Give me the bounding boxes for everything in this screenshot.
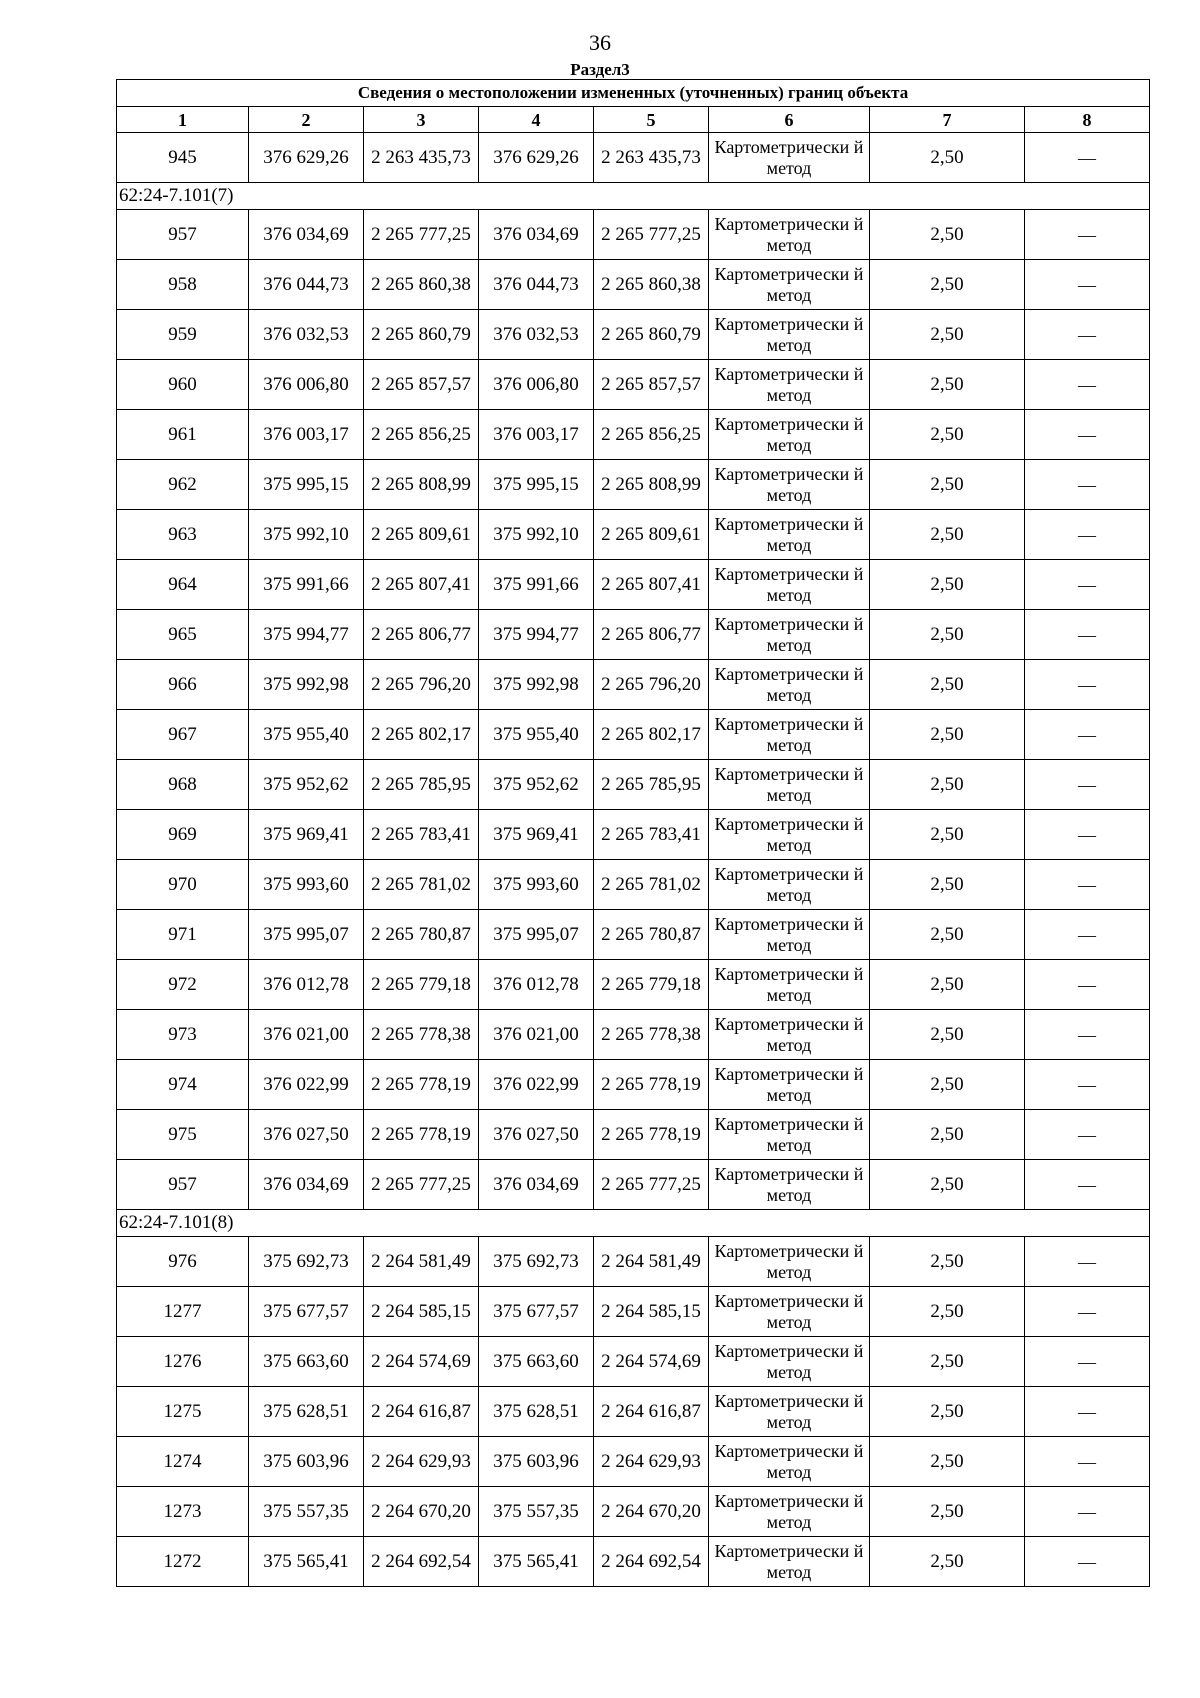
y-new-cell: 2 264 670,20 bbox=[594, 1487, 709, 1537]
method-cell: Картометрически й метод bbox=[709, 860, 870, 910]
point-number-cell: 972 bbox=[117, 960, 249, 1010]
y-old-cell: 2 264 670,20 bbox=[364, 1487, 479, 1537]
accuracy-cell: 2,50 bbox=[870, 460, 1025, 510]
note-cell: — bbox=[1025, 860, 1150, 910]
column-header: 5 bbox=[594, 107, 709, 133]
y-old-cell: 2 265 779,18 bbox=[364, 960, 479, 1010]
column-header: 2 bbox=[249, 107, 364, 133]
x-old-cell: 375 994,77 bbox=[249, 610, 364, 660]
x-old-cell: 376 006,80 bbox=[249, 360, 364, 410]
accuracy-cell: 2,50 bbox=[870, 310, 1025, 360]
table-row bbox=[117, 360, 1150, 410]
table-caption: Сведения о местоположении измененных (уточненных) границ объекта bbox=[117, 80, 1150, 107]
y-old-cell: 2 265 777,25 bbox=[364, 210, 479, 260]
method-cell: Картометрически й метод bbox=[709, 1337, 870, 1387]
point-number-cell: 970 bbox=[117, 860, 249, 910]
x-old-cell: 376 032,53 bbox=[249, 310, 364, 360]
point-number-cell: 967 bbox=[117, 710, 249, 760]
y-old-cell: 2 264 581,49 bbox=[364, 1237, 479, 1287]
point-number-cell: 971 bbox=[117, 910, 249, 960]
y-old-cell: 2 265 808,99 bbox=[364, 460, 479, 510]
accuracy-cell: 2,50 bbox=[870, 910, 1025, 960]
point-number-cell: 965 bbox=[117, 610, 249, 660]
method-cell: Картометрически й метод bbox=[709, 960, 870, 1010]
x-old-cell: 375 995,07 bbox=[249, 910, 364, 960]
method-cell: Картометрически й метод bbox=[709, 133, 870, 183]
method-cell: Картометрически й метод bbox=[709, 260, 870, 310]
x-old-cell: 376 034,69 bbox=[249, 1160, 364, 1210]
y-old-cell: 2 265 806,77 bbox=[364, 610, 479, 660]
note-cell: — bbox=[1025, 710, 1150, 760]
point-number-cell: 958 bbox=[117, 260, 249, 310]
y-new-cell: 2 263 435,73 bbox=[594, 133, 709, 183]
x-old-cell: 375 628,51 bbox=[249, 1387, 364, 1437]
accuracy-cell: 2,50 bbox=[870, 1160, 1025, 1210]
x-old-cell: 376 034,69 bbox=[249, 210, 364, 260]
point-number-cell: 1274 bbox=[117, 1437, 249, 1487]
y-new-cell: 2 264 629,93 bbox=[594, 1437, 709, 1487]
y-old-cell: 2 265 856,25 bbox=[364, 410, 479, 460]
column-header: 7 bbox=[870, 107, 1025, 133]
x-old-cell: 375 969,41 bbox=[249, 810, 364, 860]
method-cell: Картометрически й метод bbox=[709, 1110, 870, 1160]
point-number-cell: 975 bbox=[117, 1110, 249, 1160]
note-cell: — bbox=[1025, 1010, 1150, 1060]
point-number-cell: 1277 bbox=[117, 1287, 249, 1337]
table-row bbox=[117, 710, 1150, 760]
y-new-cell: 2 264 585,15 bbox=[594, 1287, 709, 1337]
y-old-cell: 2 265 778,19 bbox=[364, 1110, 479, 1160]
y-new-cell: 2 265 777,25 bbox=[594, 1160, 709, 1210]
x-old-cell: 375 995,15 bbox=[249, 460, 364, 510]
method-cell: Картометрически й метод bbox=[709, 1237, 870, 1287]
column-header: 4 bbox=[479, 107, 594, 133]
y-new-cell: 2 264 581,49 bbox=[594, 1237, 709, 1287]
table-row bbox=[117, 760, 1150, 810]
x-new-cell: 376 003,17 bbox=[479, 410, 594, 460]
y-new-cell: 2 265 778,19 bbox=[594, 1060, 709, 1110]
point-number-cell: 976 bbox=[117, 1237, 249, 1287]
method-cell: Картометрически й метод bbox=[709, 710, 870, 760]
column-header: 1 bbox=[117, 107, 249, 133]
table-row bbox=[117, 510, 1150, 560]
group-row bbox=[117, 1210, 1150, 1237]
method-cell: Картометрически й метод bbox=[709, 760, 870, 810]
point-number-cell: 1275 bbox=[117, 1387, 249, 1437]
point-number-cell: 957 bbox=[117, 210, 249, 260]
y-new-cell: 2 265 802,17 bbox=[594, 710, 709, 760]
method-cell: Картометрически й метод bbox=[709, 1487, 870, 1537]
y-old-cell: 2 265 778,19 bbox=[364, 1060, 479, 1110]
note-cell: — bbox=[1025, 660, 1150, 710]
x-new-cell: 376 032,53 bbox=[479, 310, 594, 360]
x-old-cell: 375 992,98 bbox=[249, 660, 364, 710]
method-cell: Картометрически й метод bbox=[709, 1160, 870, 1210]
x-new-cell: 375 993,60 bbox=[479, 860, 594, 910]
note-cell: — bbox=[1025, 1287, 1150, 1337]
method-cell: Картометрически й метод bbox=[709, 1287, 870, 1337]
note-cell: — bbox=[1025, 260, 1150, 310]
note-cell: — bbox=[1025, 960, 1150, 1010]
accuracy-cell: 2,50 bbox=[870, 1110, 1025, 1160]
x-old-cell: 376 021,00 bbox=[249, 1010, 364, 1060]
y-old-cell: 2 264 616,87 bbox=[364, 1387, 479, 1437]
accuracy-cell: 2,50 bbox=[870, 510, 1025, 560]
note-cell: — bbox=[1025, 1160, 1150, 1210]
table-row bbox=[117, 133, 1150, 183]
table-row bbox=[117, 1060, 1150, 1110]
y-old-cell: 2 265 802,17 bbox=[364, 710, 479, 760]
x-old-cell: 376 027,50 bbox=[249, 1110, 364, 1160]
y-old-cell: 2 264 629,93 bbox=[364, 1437, 479, 1487]
x-new-cell: 376 027,50 bbox=[479, 1110, 594, 1160]
point-number-cell: 969 bbox=[117, 810, 249, 860]
note-cell: — bbox=[1025, 460, 1150, 510]
accuracy-cell: 2,50 bbox=[870, 710, 1025, 760]
x-new-cell: 375 994,77 bbox=[479, 610, 594, 660]
x-old-cell: 375 993,60 bbox=[249, 860, 364, 910]
accuracy-cell: 2,50 bbox=[870, 1387, 1025, 1437]
accuracy-cell: 2,50 bbox=[870, 410, 1025, 460]
table-row bbox=[117, 1487, 1150, 1537]
method-cell: Картометрически й метод bbox=[709, 460, 870, 510]
point-number-cell: 957 bbox=[117, 1160, 249, 1210]
note-cell: — bbox=[1025, 810, 1150, 860]
point-number-cell: 1272 bbox=[117, 1537, 249, 1587]
y-new-cell: 2 265 785,95 bbox=[594, 760, 709, 810]
x-new-cell: 375 677,57 bbox=[479, 1287, 594, 1337]
x-old-cell: 375 692,73 bbox=[249, 1237, 364, 1287]
boundary-coordinates-table bbox=[116, 79, 1150, 1587]
y-old-cell: 2 265 860,38 bbox=[364, 260, 479, 310]
x-new-cell: 375 692,73 bbox=[479, 1237, 594, 1287]
method-cell: Картометрически й метод bbox=[709, 1537, 870, 1587]
point-number-cell: 1273 bbox=[117, 1487, 249, 1537]
note-cell: — bbox=[1025, 210, 1150, 260]
y-old-cell: 2 264 692,54 bbox=[364, 1537, 479, 1587]
y-new-cell: 2 265 806,77 bbox=[594, 610, 709, 660]
y-new-cell: 2 265 807,41 bbox=[594, 560, 709, 610]
point-number-cell: 964 bbox=[117, 560, 249, 610]
x-new-cell: 375 992,98 bbox=[479, 660, 594, 710]
x-old-cell: 375 557,35 bbox=[249, 1487, 364, 1537]
note-cell: — bbox=[1025, 1110, 1150, 1160]
x-new-cell: 375 628,51 bbox=[479, 1387, 594, 1437]
x-new-cell: 376 034,69 bbox=[479, 210, 594, 260]
note-cell: — bbox=[1025, 1237, 1150, 1287]
accuracy-cell: 2,50 bbox=[870, 1010, 1025, 1060]
y-old-cell: 2 264 574,69 bbox=[364, 1337, 479, 1387]
x-old-cell: 375 603,96 bbox=[249, 1437, 364, 1487]
note-cell: — bbox=[1025, 1487, 1150, 1537]
x-new-cell: 375 995,15 bbox=[479, 460, 594, 510]
x-new-cell: 375 995,07 bbox=[479, 910, 594, 960]
section-title: Раздел3 bbox=[570, 60, 630, 79]
x-old-cell: 375 565,41 bbox=[249, 1537, 364, 1587]
x-new-cell: 376 006,80 bbox=[479, 360, 594, 410]
y-old-cell: 2 265 777,25 bbox=[364, 1160, 479, 1210]
y-new-cell: 2 265 808,99 bbox=[594, 460, 709, 510]
x-new-cell: 375 991,66 bbox=[479, 560, 594, 610]
x-new-cell: 376 022,99 bbox=[479, 1060, 594, 1110]
y-new-cell: 2 265 809,61 bbox=[594, 510, 709, 560]
method-cell: Картометрически й метод bbox=[709, 410, 870, 460]
x-old-cell: 375 663,60 bbox=[249, 1337, 364, 1387]
x-old-cell: 376 044,73 bbox=[249, 260, 364, 310]
point-number-cell: 963 bbox=[117, 510, 249, 560]
table-row bbox=[117, 1160, 1150, 1210]
y-new-cell: 2 265 783,41 bbox=[594, 810, 709, 860]
method-cell: Картометрически й метод bbox=[709, 810, 870, 860]
note-cell: — bbox=[1025, 410, 1150, 460]
y-old-cell: 2 265 807,41 bbox=[364, 560, 479, 610]
x-new-cell: 376 044,73 bbox=[479, 260, 594, 310]
y-old-cell: 2 265 860,79 bbox=[364, 310, 479, 360]
accuracy-cell: 2,50 bbox=[870, 1537, 1025, 1587]
accuracy-cell: 2,50 bbox=[870, 760, 1025, 810]
group-label: 62:24-7.101(8) bbox=[117, 1210, 1150, 1237]
x-new-cell: 375 992,10 bbox=[479, 510, 594, 560]
table-row bbox=[117, 1537, 1150, 1587]
y-new-cell: 2 265 860,38 bbox=[594, 260, 709, 310]
y-old-cell: 2 265 809,61 bbox=[364, 510, 479, 560]
table-row bbox=[117, 960, 1150, 1010]
table-row bbox=[117, 260, 1150, 310]
x-new-cell: 375 955,40 bbox=[479, 710, 594, 760]
table-row bbox=[117, 460, 1150, 510]
y-old-cell: 2 263 435,73 bbox=[364, 133, 479, 183]
accuracy-cell: 2,50 bbox=[870, 560, 1025, 610]
x-old-cell: 376 022,99 bbox=[249, 1060, 364, 1110]
x-new-cell: 376 034,69 bbox=[479, 1160, 594, 1210]
y-new-cell: 2 264 692,54 bbox=[594, 1537, 709, 1587]
point-number-cell: 973 bbox=[117, 1010, 249, 1060]
y-old-cell: 2 265 778,38 bbox=[364, 1010, 479, 1060]
point-number-cell: 961 bbox=[117, 410, 249, 460]
point-number-cell: 945 bbox=[117, 133, 249, 183]
table-row bbox=[117, 210, 1150, 260]
note-cell: — bbox=[1025, 1387, 1150, 1437]
accuracy-cell: 2,50 bbox=[870, 210, 1025, 260]
table-row bbox=[117, 410, 1150, 460]
table-caption-row bbox=[117, 80, 1150, 107]
group-label: 62:24-7.101(7) bbox=[117, 183, 1150, 210]
note-cell: — bbox=[1025, 1060, 1150, 1110]
method-cell: Картометрически й метод bbox=[709, 360, 870, 410]
accuracy-cell: 2,50 bbox=[870, 1287, 1025, 1337]
note-cell: — bbox=[1025, 1337, 1150, 1387]
method-cell: Картометрически й метод bbox=[709, 560, 870, 610]
method-cell: Картометрически й метод bbox=[709, 1437, 870, 1487]
accuracy-cell: 2,50 bbox=[870, 610, 1025, 660]
table-row bbox=[117, 1437, 1150, 1487]
column-header: 6 bbox=[709, 107, 870, 133]
x-old-cell: 375 677,57 bbox=[249, 1287, 364, 1337]
x-old-cell: 376 012,78 bbox=[249, 960, 364, 1010]
method-cell: Картометрически й метод bbox=[709, 1010, 870, 1060]
accuracy-cell: 2,50 bbox=[870, 1487, 1025, 1537]
column-header: 8 bbox=[1025, 107, 1150, 133]
y-old-cell: 2 265 796,20 bbox=[364, 660, 479, 710]
accuracy-cell: 2,50 bbox=[870, 1060, 1025, 1110]
x-new-cell: 376 629,26 bbox=[479, 133, 594, 183]
y-new-cell: 2 265 796,20 bbox=[594, 660, 709, 710]
table-body bbox=[117, 80, 1150, 1587]
table-row bbox=[117, 910, 1150, 960]
table-row bbox=[117, 810, 1150, 860]
y-new-cell: 2 265 778,38 bbox=[594, 1010, 709, 1060]
note-cell: — bbox=[1025, 1437, 1150, 1487]
x-new-cell: 375 969,41 bbox=[479, 810, 594, 860]
table-row bbox=[117, 310, 1150, 360]
note-cell: — bbox=[1025, 560, 1150, 610]
method-cell: Картометрически й метод bbox=[709, 510, 870, 560]
x-new-cell: 376 021,00 bbox=[479, 1010, 594, 1060]
table-row bbox=[117, 1387, 1150, 1437]
y-new-cell: 2 265 860,79 bbox=[594, 310, 709, 360]
accuracy-cell: 2,50 bbox=[870, 133, 1025, 183]
accuracy-cell: 2,50 bbox=[870, 1337, 1025, 1387]
accuracy-cell: 2,50 bbox=[870, 810, 1025, 860]
x-new-cell: 375 663,60 bbox=[479, 1337, 594, 1387]
point-number-cell: 974 bbox=[117, 1060, 249, 1110]
y-new-cell: 2 265 779,18 bbox=[594, 960, 709, 1010]
table-row bbox=[117, 1010, 1150, 1060]
y-old-cell: 2 265 783,41 bbox=[364, 810, 479, 860]
note-cell: — bbox=[1025, 360, 1150, 410]
accuracy-cell: 2,50 bbox=[870, 860, 1025, 910]
y-new-cell: 2 265 778,19 bbox=[594, 1110, 709, 1160]
method-cell: Картометрически й метод bbox=[709, 1387, 870, 1437]
x-new-cell: 375 952,62 bbox=[479, 760, 594, 810]
x-new-cell: 376 012,78 bbox=[479, 960, 594, 1010]
x-new-cell: 375 603,96 bbox=[479, 1437, 594, 1487]
point-number-cell: 1276 bbox=[117, 1337, 249, 1387]
x-old-cell: 375 992,10 bbox=[249, 510, 364, 560]
y-new-cell: 2 265 781,02 bbox=[594, 860, 709, 910]
column-header: 3 bbox=[364, 107, 479, 133]
point-number-cell: 966 bbox=[117, 660, 249, 710]
table-row bbox=[117, 1110, 1150, 1160]
y-new-cell: 2 265 856,25 bbox=[594, 410, 709, 460]
group-row bbox=[117, 183, 1150, 210]
table-row bbox=[117, 660, 1150, 710]
x-old-cell: 376 003,17 bbox=[249, 410, 364, 460]
table-row bbox=[117, 610, 1150, 660]
accuracy-cell: 2,50 bbox=[870, 1237, 1025, 1287]
table-row bbox=[117, 1237, 1150, 1287]
method-cell: Картометрически й метод bbox=[709, 210, 870, 260]
note-cell: — bbox=[1025, 510, 1150, 560]
method-cell: Картометрически й метод bbox=[709, 660, 870, 710]
y-new-cell: 2 265 780,87 bbox=[594, 910, 709, 960]
note-cell: — bbox=[1025, 133, 1150, 183]
method-cell: Картометрически й метод bbox=[709, 610, 870, 660]
x-new-cell: 375 565,41 bbox=[479, 1537, 594, 1587]
x-old-cell: 375 991,66 bbox=[249, 560, 364, 610]
column-header-row bbox=[117, 107, 1150, 133]
accuracy-cell: 2,50 bbox=[870, 660, 1025, 710]
method-cell: Картометрически й метод bbox=[709, 910, 870, 960]
y-new-cell: 2 265 857,57 bbox=[594, 360, 709, 410]
y-old-cell: 2 265 780,87 bbox=[364, 910, 479, 960]
point-number-cell: 962 bbox=[117, 460, 249, 510]
y-old-cell: 2 264 585,15 bbox=[364, 1287, 479, 1337]
accuracy-cell: 2,50 bbox=[870, 360, 1025, 410]
x-new-cell: 375 557,35 bbox=[479, 1487, 594, 1537]
point-number-cell: 959 bbox=[117, 310, 249, 360]
point-number-cell: 960 bbox=[117, 360, 249, 410]
note-cell: — bbox=[1025, 610, 1150, 660]
accuracy-cell: 2,50 bbox=[870, 960, 1025, 1010]
x-old-cell: 375 955,40 bbox=[249, 710, 364, 760]
note-cell: — bbox=[1025, 760, 1150, 810]
y-old-cell: 2 265 781,02 bbox=[364, 860, 479, 910]
y-new-cell: 2 264 574,69 bbox=[594, 1337, 709, 1387]
y-new-cell: 2 264 616,87 bbox=[594, 1387, 709, 1437]
note-cell: — bbox=[1025, 1537, 1150, 1587]
page-number: 36 bbox=[589, 30, 611, 55]
accuracy-cell: 2,50 bbox=[870, 1437, 1025, 1487]
point-number-cell: 968 bbox=[117, 760, 249, 810]
y-old-cell: 2 265 857,57 bbox=[364, 360, 479, 410]
note-cell: — bbox=[1025, 910, 1150, 960]
y-new-cell: 2 265 777,25 bbox=[594, 210, 709, 260]
table-row bbox=[117, 1287, 1150, 1337]
accuracy-cell: 2,50 bbox=[870, 260, 1025, 310]
method-cell: Картометрически й метод bbox=[709, 310, 870, 360]
note-cell: — bbox=[1025, 310, 1150, 360]
x-old-cell: 376 629,26 bbox=[249, 133, 364, 183]
method-cell: Картометрически й метод bbox=[709, 1060, 870, 1110]
table-row bbox=[117, 560, 1150, 610]
y-old-cell: 2 265 785,95 bbox=[364, 760, 479, 810]
x-old-cell: 375 952,62 bbox=[249, 760, 364, 810]
table-row bbox=[117, 1337, 1150, 1387]
table-row bbox=[117, 860, 1150, 910]
